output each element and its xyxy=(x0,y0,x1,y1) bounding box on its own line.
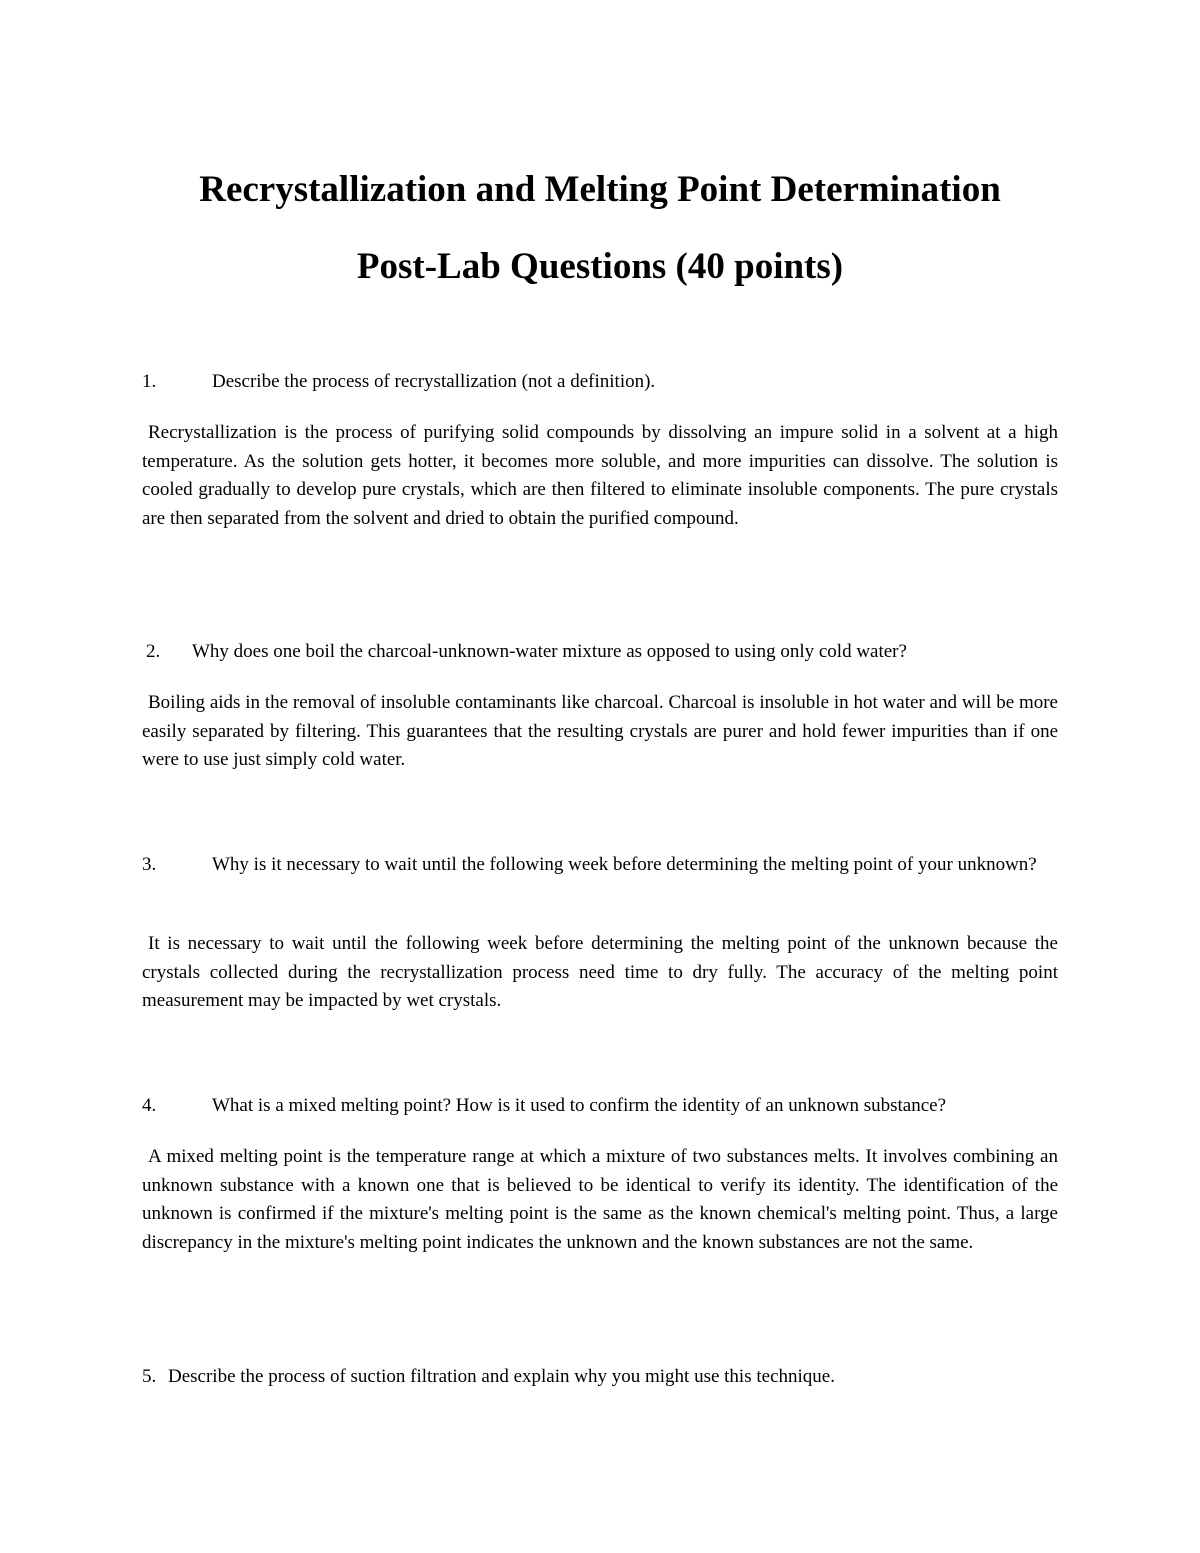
question-1 xyxy=(142,368,1058,396)
question-number: 2. xyxy=(146,641,161,662)
document-title: Recrystallization and Melting Point Determination xyxy=(199,169,1001,210)
question-number: 4. xyxy=(142,1095,157,1116)
question-number: 1. xyxy=(142,371,157,392)
answer-3: It is necessary to wait until the following week before determining the melting point of the unknown because the crystals collected during the recrystallization process need time to dry fully. The accuracy of the melting point measurement may be impacted by wet crystals. xyxy=(142,933,1058,1012)
question-text: What is a mixed melting point? How is it used to confirm the identity of an unknown substance? xyxy=(212,1095,946,1116)
question-text: Describe the process of recrystallization (not a definition). xyxy=(212,371,656,392)
question-number: 5. xyxy=(142,1366,157,1387)
question-3 xyxy=(142,851,1058,879)
answer-2: Boiling aids in the removal of insoluble contaminants like charcoal. Charcoal is insoluble in hot water and will be more easily separated by filtering. This guarantees that the resulting crystals are purer and hold fewer impurities than if one were to use just simply cold water. xyxy=(142,692,1058,771)
question-number: 3. xyxy=(142,854,157,875)
question-2 xyxy=(142,638,1058,666)
question-5 xyxy=(142,1363,1058,1391)
question-4 xyxy=(142,1092,1058,1120)
question-text: Why does one boil the charcoal-unknown-water mixture as opposed to using only cold water? xyxy=(192,641,907,662)
document-subtitle: Post-Lab Questions (40 points) xyxy=(356,246,844,287)
question-text: Why is it necessary to wait until the following week before determining the melting point of your unknown? xyxy=(212,854,1037,875)
answer-1: Recrystallization is the process of purifying solid compounds by dissolving an impure solid in a solvent at a high temperature. As the solution gets hotter, it becomes more soluble, and more impurities can dissolve. The solution is cooled gradually to develop pure crystals, which are then filtered to eliminate insoluble components. The pure crystals are then separated from the solvent and dried to obtain the purified compound. xyxy=(142,422,1058,529)
question-text: Describe the process of suction filtration and explain why you might use this technique. xyxy=(168,1366,835,1387)
answer-4: A mixed melting point is the temperature range at which a mixture of two substances melts. It involves combining an unknown substance with a known one that is believed to be identical to verify its identity. The identification of the unknown is confirmed if the mixture's melting point is the same as the known chemical's melting point. Thus, a large discrepancy in the mixture's melting point indicates the unknown and the known substances are not the same. xyxy=(142,1146,1058,1253)
